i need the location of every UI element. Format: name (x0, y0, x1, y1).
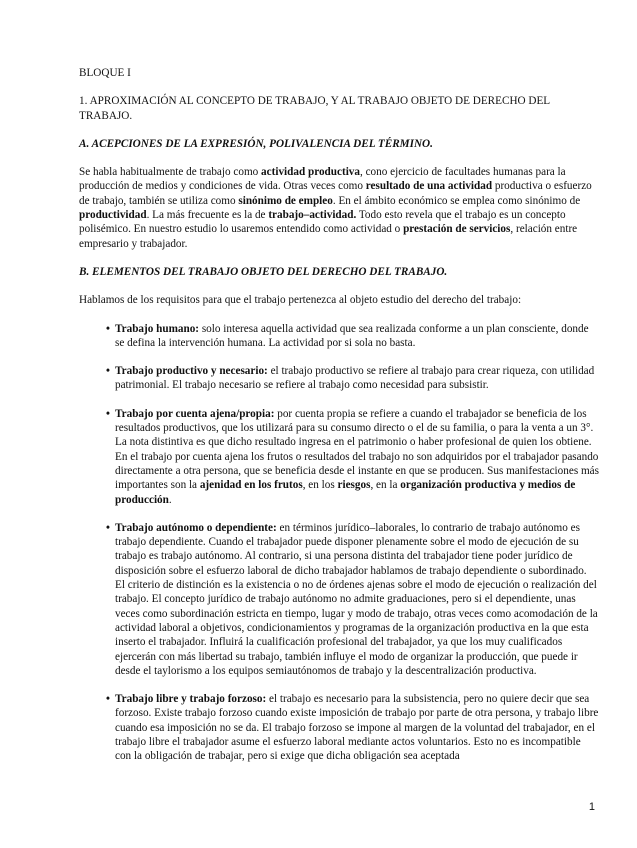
document-page (79, 66, 599, 764)
bullet-icon: • (106, 407, 110, 420)
text-run: . (168, 493, 172, 506)
bold-text-run: Trabajo libre y trabajo forzoso: (115, 693, 267, 706)
list-item-text (115, 323, 589, 349)
text-run: Todo esto revela que el trabajo es un concepto polisémico. En nuestro estudio lo usaremos entendido como actividad o (79, 209, 566, 236)
list-item-text (115, 408, 599, 506)
bold-text-run: sinónimo de empleo (238, 194, 333, 207)
text-run: , en la (370, 479, 401, 492)
list-item (79, 692, 599, 763)
bold-text-run: prestación de servicios (403, 223, 511, 236)
list-item (79, 407, 599, 507)
text-run: . En el ámbito económico se emplea como sinónimo de (332, 194, 581, 207)
bold-text-run: resultado de una actividad (365, 180, 493, 193)
bullet-icon: • (106, 693, 110, 706)
list-item (79, 322, 599, 351)
list-item (79, 521, 599, 678)
list-item-text (115, 365, 594, 391)
section-b-intro: Hablamos de los requisitos para que el trabajo pertenezca al objeto estudio del derecho del trabajo: (79, 294, 522, 307)
bold-text-run: organización productiva y medios de producción (115, 479, 576, 506)
text-run: . La más frecuente es la de (146, 209, 269, 222)
text-run: en términos jurídico–laborales, lo contrario de trabajo autónomo es trabajo dependiente. Cuando el trabajador puede disponer plenamente sobre el modo de ejecución de su trabajo es trabajo autónomo. Al contrario, si una persona distinta del trabajador tiene poder jurídico de disposición sobre el esfuerzo laboral de dicho trabajador hablamos de trabajo dependiente o subordinado. El criterio de distinción es la existencia o no de órdenes ajenas sobre el modo de ejecución o realización del trabajo. El concepto jurídico de trabajo autónomo no admite graduaciones, pero si el dependiente, unas veces como subordinación estricta en tiempo, lugar y modo de trabajo, otras veces como acomodación de la actividad laboral a objetivos, condicionamientos y programas de la organización productiva en la que esta inserto el trabajador. Influirá la cualificación profesional del trabajador, ya que los muy cualificados ejercerán con más libertad su trabajo, también influye el modo de organizar la producción, que puede ir desde el taylorismo a los equipos semiautónomos de trabajo y la descentralización productiva. (115, 521, 598, 677)
bold-text-run: Trabajo por cuenta ajena/propia: (115, 407, 275, 420)
chapter-title: 1. APROXIMACIÓN AL CONCEPTO DE TRABAJO, Y AL TRABAJO OBJETO DE DERECHO DEL TRABAJO. (79, 95, 550, 122)
list-item-text (115, 693, 598, 762)
block-label: BLOQUE I (79, 67, 131, 79)
bullet-icon: • (106, 365, 110, 378)
text-run: por cuenta propia se refiere a cuando el trabajador se beneficia de los resultados productivos, que los utilizará para su consumo directo o el de su familia, o para la venta a un 3°. La nota distintiva es que dicho resultado ingresa en el patrimonio o haber profesional de quien los obtiene. En el trabajo por cuenta ajena los frutos o resultados del trabajo no son adquiridos por el trabajador pasando directamente a otra persona, que se beneficia desde el instante en que se producen. Sus manifestaciones más importantes son la (115, 407, 599, 492)
text-run: Se habla habitualmente de trabajo como (79, 166, 262, 179)
bold-text-run: ajenidad en los frutos (199, 479, 303, 492)
bold-text-run: riesgos (337, 479, 371, 492)
bold-text-run: Trabajo autónomo o dependiente: (115, 521, 277, 534)
elements-list (79, 322, 599, 764)
bullet-icon: • (106, 521, 110, 534)
page-number: 1 (588, 801, 595, 813)
text-run: el trabajo productivo se refiere al trabajo para crear riqueza, con utilidad patrimonial. El trabajo necesario se refiere al trabajo como necesidad para subsistir. (115, 365, 595, 392)
text-run: productiva o esfuerzo de trabajo, también se utiliza como (79, 180, 592, 207)
bold-text-run: Trabajo productivo y necesario: (115, 365, 268, 378)
text-run: solo interesa aquella actividad que sea realizada conforme a un plan consciente, donde se defina la intervención humana. La actividad por si sola no basta. (115, 322, 589, 349)
text-run: el trabajo es necesario para la subsistencia, pero no quiere decir que sea forzoso. Existe trabajo forzoso cuando existe imposición de trabajo por parte de otra persona, y trabajo libre cuando esa imposición no se da. El trabajo forzoso se impone al margen de la voluntad del trabajador, en el trabajo libre el trabajador asume el esfuerzo laboral mediante actos voluntarios. Esto no es incompatible con la obligación de trabajar, pero si exige que dicha obligación sea aceptada (115, 693, 599, 763)
bold-text-run: productividad (79, 209, 147, 222)
text-run: , en los (302, 479, 338, 492)
list-item-text (115, 522, 598, 677)
list-item (79, 364, 599, 393)
bold-text-run: trabajo–actividad. (268, 209, 357, 222)
bullet-icon: • (106, 322, 110, 335)
section-a-title: A. ACEPCIONES DE LA EXPRESIÓN, POLIVALENCIA DEL TÉRMINO. (79, 137, 433, 150)
text-run: , cono ejercicio de facultades humanas para la producción de medios y condiciones de vida. Otras veces como (79, 166, 566, 193)
text-run: , relación entre empresario y trabajador. (79, 223, 578, 250)
bold-text-run: actividad productiva (261, 166, 360, 179)
section-a-paragraph (79, 165, 599, 251)
bold-text-run: Trabajo humano: (115, 322, 200, 335)
section-b-title: B. ELEMENTOS DEL TRABAJO OBJETO DEL DERECHO DEL TRABAJO. (79, 265, 448, 278)
